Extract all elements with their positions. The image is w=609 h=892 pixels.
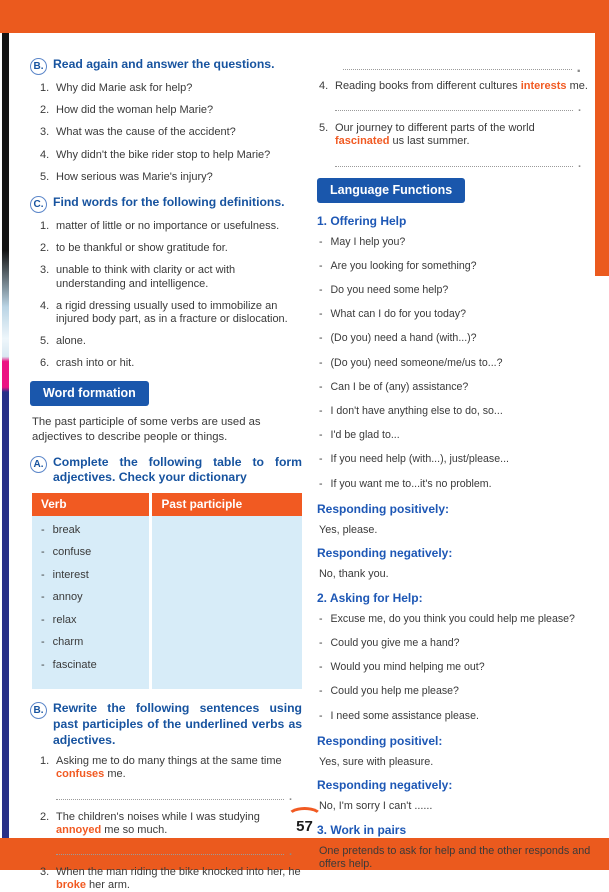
page-content: [14, 33, 595, 892]
question-number: 4.: [40, 148, 50, 161]
rewrite-sentences: [30, 755, 302, 892]
past-participle-column-header: Past participle: [152, 493, 302, 516]
right-edge-strip: [595, 33, 609, 276]
phrase-item: - If you want me to...it's no problem.: [319, 478, 591, 491]
sentence-item: [40, 811, 302, 857]
section-heading: [30, 455, 302, 486]
phrase-item: - Could you help me please?: [319, 685, 591, 698]
sentence-number: 5.: [319, 122, 329, 135]
definition-item: [40, 335, 302, 348]
phrase-item: - I don't have anything else to do, so...: [319, 405, 591, 418]
verb-row: - charm: [41, 636, 140, 648]
sentence-item: [319, 122, 591, 168]
phrase-item: - What can I do for you today?: [319, 308, 591, 321]
answer-line: [56, 789, 292, 800]
definitions-list: [30, 220, 302, 371]
language-functions-button: Language Functions: [317, 178, 465, 203]
definition-item: [40, 300, 302, 326]
definition-text: to be thankful or show gratitude for.: [56, 242, 228, 255]
word-formation-intro: The past participle of some verbs are used as adjectives to describe people or things.: [32, 416, 261, 443]
sentence-text: When the man riding the bike knocked into her, he broke her arm.: [56, 865, 301, 892]
highlighted-verb: interests: [520, 80, 567, 92]
responding-negatively-text: No, thank you.: [319, 568, 389, 581]
highlighted-verb: fascinated: [335, 135, 390, 148]
section-find-words: [30, 195, 302, 371]
definition-item: [40, 242, 302, 255]
page-number-arc: [287, 807, 323, 827]
sentence-text: The children's noises while I was studying annoyed me so much. .: [56, 811, 302, 857]
definition-number: 5.: [40, 335, 50, 348]
left-column: [30, 57, 302, 892]
highlighted-verb: annoyed: [56, 823, 102, 836]
sentence-text: Asking me to do many things at the same time confuses me. .: [56, 755, 302, 801]
question-item: [40, 149, 302, 162]
verb-column-header: Verb: [32, 493, 149, 516]
page-number: [296, 814, 313, 835]
sentence-item: [319, 80, 591, 113]
section-complete-table: [30, 455, 302, 690]
section-title: Read again and answer the questions.: [53, 57, 275, 71]
definition-text: alone.: [56, 335, 86, 348]
question-number: 1.: [40, 82, 50, 94]
offering-help-phrases: [317, 236, 591, 491]
sentence-text: Reading books from different cultures interests me. .: [335, 80, 591, 113]
question-number: 3.: [40, 126, 50, 139]
definition-text: matter of little or no importance or usefulness.: [56, 219, 280, 232]
answer-line: [343, 59, 581, 70]
word-formation-button: Word formation: [30, 381, 149, 406]
sentence-text: Our journey to different parts of the world fascinated us last summer. .: [335, 122, 591, 168]
section-rewrite: [30, 701, 302, 892]
section-title: Complete the following table to form adjectives. Check your dictionary: [53, 454, 302, 485]
phrase-item: - Are you looking for something?: [319, 260, 591, 273]
answer-line: [56, 844, 292, 855]
left-edge-strip: [2, 33, 9, 838]
phrase-item: - Do you need some help?: [319, 284, 591, 297]
answer-line: [335, 100, 581, 111]
section-title: Find words for the following definitions.: [53, 194, 285, 209]
work-in-pairs-heading: 3. Work in pairs: [317, 822, 407, 837]
phrase-item: - I'd be glad to...: [319, 429, 591, 442]
sentence-number: 2.: [40, 810, 50, 823]
work-in-pairs-text: One pretends to ask for help and the other responds and offers help.: [319, 844, 591, 871]
top-border-bar: [0, 0, 609, 33]
section-heading: [30, 57, 302, 75]
responding-negatively2-text: No, I'm sorry I can't ......: [319, 800, 433, 813]
responding-positively-heading: Responding positively:: [317, 501, 450, 516]
asking-for-help-heading: 2. Asking for Help:: [317, 590, 423, 605]
phrase-item: - If you need help (with...), just/please...: [319, 453, 591, 466]
definition-text: crash into or hit.: [56, 357, 135, 370]
section-badge: C.: [30, 196, 47, 213]
phrase-item: - (Do you) need someone/me/us to...?: [319, 357, 591, 370]
question-item: [40, 82, 302, 95]
verbs-table: [32, 493, 302, 690]
section-heading: [30, 195, 302, 213]
question-number: 5.: [40, 170, 50, 183]
responding-positively-text: Yes, please.: [319, 523, 378, 536]
definition-number: 3.: [40, 264, 50, 277]
question-item: [40, 171, 302, 184]
question-text: What was the cause of the accident?: [56, 126, 236, 139]
questions-list: [30, 82, 302, 184]
question-number: 2.: [40, 104, 50, 117]
section-heading: [30, 701, 302, 748]
responding-negatively2-heading: Responding negatively:: [317, 778, 453, 793]
verb-row: - interest: [41, 569, 140, 581]
definition-text: unable to think with clarity or act with understanding and intelligence.: [56, 264, 236, 290]
past-participle-column-body: [152, 516, 302, 690]
responding-positively2-heading: Responding positivel:: [317, 733, 443, 748]
page-number-text: 57: [296, 818, 313, 835]
sentence-number: 3.: [40, 865, 50, 878]
definition-item: [40, 264, 302, 290]
verb-row: - break: [41, 524, 140, 536]
verb-column: [32, 493, 149, 690]
question-text: How serious was Marie's injury?: [56, 170, 213, 183]
answer-line: [335, 156, 581, 167]
definition-number: 2.: [40, 242, 50, 255]
phrase-item: - Could you give me a hand?: [319, 637, 591, 650]
highlighted-verb: confuses: [56, 768, 105, 781]
past-participle-column: [152, 493, 302, 690]
question-text: Why didn't the bike rider stop to help Marie?: [56, 148, 271, 161]
offering-help-heading: 1. Offering Help: [317, 213, 407, 228]
definition-number: 1.: [40, 219, 50, 232]
verb-row: - confuse: [41, 546, 140, 558]
question-text: How did the woman help Marie?: [56, 104, 214, 117]
phrase-item: - (Do you) need a hand (with...)?: [319, 332, 591, 345]
verb-row: - relax: [41, 614, 140, 626]
definition-number: 4.: [40, 299, 50, 312]
rewrite-sentences-continued: [317, 80, 591, 169]
definition-item: [40, 220, 302, 233]
verb-row: - annoy: [41, 591, 140, 603]
sentence-number: 1.: [40, 755, 50, 768]
responding-positively2-text: Yes, sure with pleasure.: [319, 755, 434, 768]
phrase-item: - May I help you?: [319, 236, 591, 249]
section-badge: B.: [30, 58, 47, 75]
question-item: [40, 104, 302, 117]
phrase-item: - Excuse me, do you think you could help me please?: [319, 613, 591, 626]
section-badge: A.: [30, 456, 47, 473]
sentence-item: [40, 755, 302, 801]
section-badge: B.: [30, 702, 47, 719]
highlighted-verb: broke: [56, 879, 86, 892]
asking-for-help-phrases: [317, 613, 591, 723]
right-column: [317, 57, 591, 871]
verb-row: - fascinate: [41, 659, 140, 671]
sentence-number: 4.: [319, 80, 329, 92]
definition-number: 6.: [40, 357, 50, 370]
phrase-item: - Would you mind helping me out?: [319, 661, 591, 674]
section-word-formation: [30, 381, 302, 443]
question-item: [40, 126, 302, 139]
definition-text: a rigid dressing usually used to immobilize an injured body part, as in a fracture or dislocation.: [56, 299, 288, 325]
definition-item: [40, 357, 302, 370]
phrase-item: - I need some assistance please.: [319, 710, 591, 723]
question-text: Why did Marie ask for help?: [56, 82, 193, 94]
phrase-item: - Can I be of (any) assistance?: [319, 381, 591, 394]
section-read-again: [30, 57, 302, 184]
section-language-functions: [317, 178, 591, 872]
verb-column-body: [32, 516, 149, 690]
responding-negatively-heading: Responding negatively:: [317, 546, 453, 561]
section-title: Rewrite the following sentences using past participles of the underlined verbs as adjectives.: [53, 701, 302, 747]
